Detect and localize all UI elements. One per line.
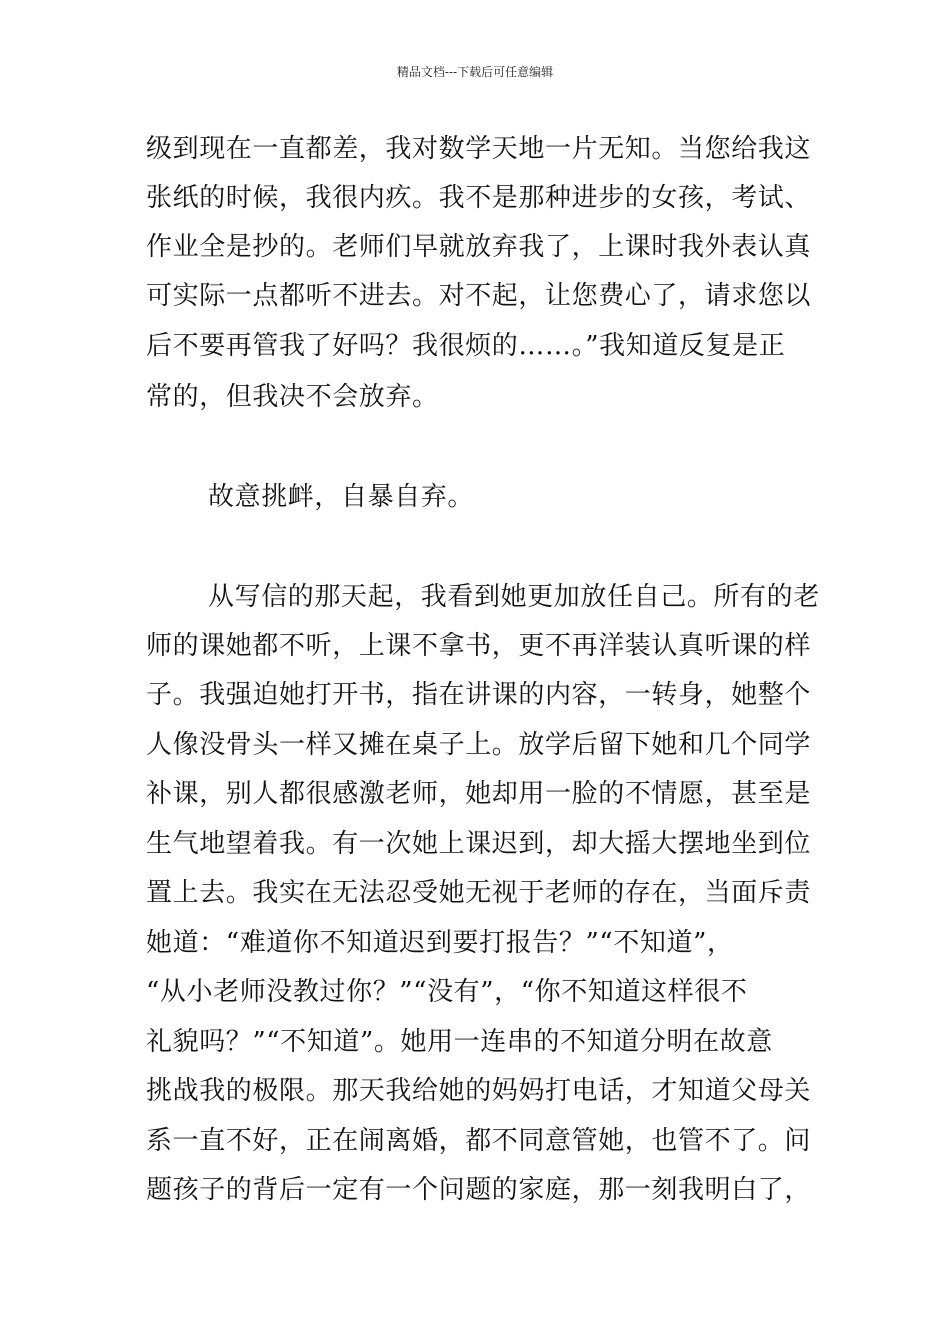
text-line: 置上去。我实在无法忍受她无视于老师的存在，当面斥责 [146, 878, 812, 908]
text-line: 子。我强迫她打开书，指在讲课的内容，一转身，她整个 [146, 680, 812, 710]
text-line: 师的课她都不听，上课不拿书，更不再洋装认真听课的样 [146, 631, 812, 661]
section-heading: 故意挑衅，自暴自弃。 [208, 482, 475, 512]
text-line: 挑战我的极限。那天我给她的妈妈打电话，才知道父母关 [146, 1076, 812, 1106]
page-header: 精品文档---下载后可任意编辑 [396, 65, 554, 79]
text-line: 常的，但我决不会放弃。 [146, 382, 439, 412]
text-line: 人像没骨头一样又摊在桌子上。放学后留下她和几个同学 [146, 730, 812, 760]
text-line: 系一直不好，正在闹离婚，都不同意管她，也管不了。问 [146, 1126, 812, 1156]
text-line: 题孩子的背后一定有一个问题的家庭，那一刻我明白了， [146, 1175, 812, 1205]
text-line: 礼貌吗？”“不知道”。她用一连串的不知道分明在故意 [146, 1027, 773, 1057]
text-line: 张纸的时候，我很内疚。我不是那种进步的女孩，考试、 [146, 183, 812, 213]
text-line: 从写信的那天起，我看到她更加放任自己。所有的老 [208, 582, 820, 612]
text-line: 补课，别人都很感激老师，她却用一脸的不情愿，甚至是 [146, 779, 812, 809]
text-line: 可实际一点都听不进去。对不起，让您费心了，请求您以 [146, 281, 812, 311]
text-line: 级到现在一直都差，我对数学天地一片无知。当您给我这 [146, 134, 812, 164]
text-line: 作业全是抄的。老师们早就放弃我了，上课时我外表认真 [146, 232, 812, 262]
text-line: “从小老师没教过你？”“没有”，“你不知道这样很不 [146, 977, 748, 1007]
text-line: 她道：“难道你不知道迟到要打报告？”“不知道”， [146, 928, 734, 958]
text-line: 生气地望着我。有一次她上课迟到，却大摇大摆地坐到位 [146, 829, 812, 859]
text-line: 后不要再管我了好吗？我很烦的……。”我知道反复是正 [146, 331, 786, 361]
